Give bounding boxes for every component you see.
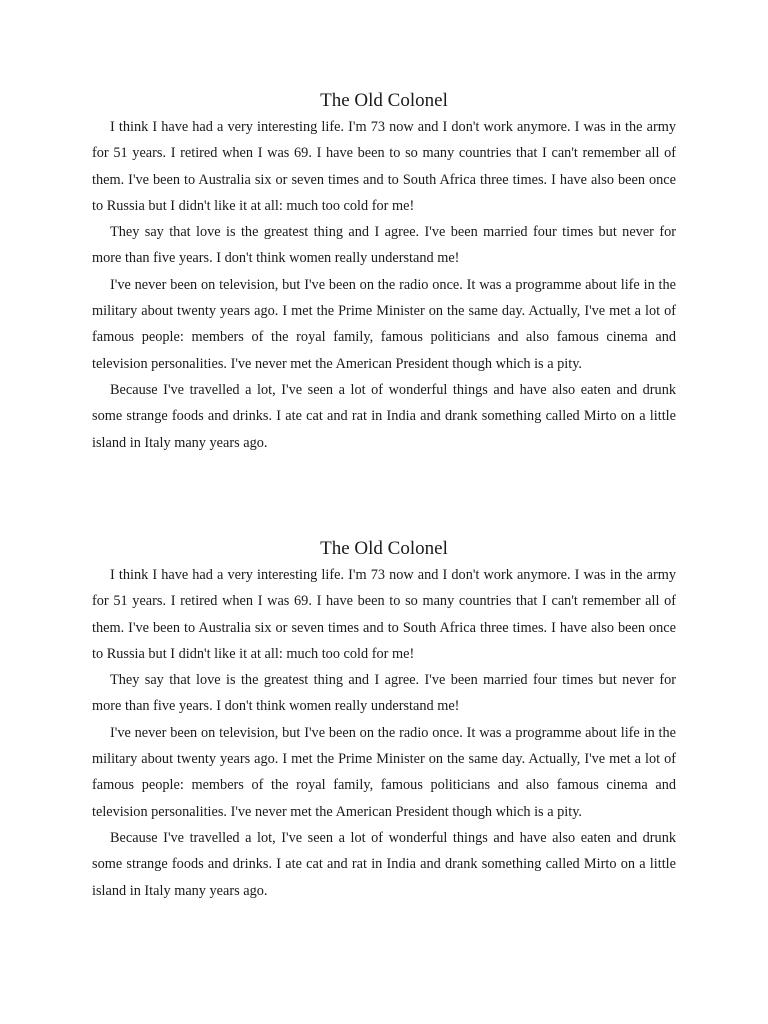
story-paragraph: I've never been on television, but I've been on the radio once. It was a programme about life in the military about twenty years ago. I met the Prime Minister on the same day. Actually, I've met a lot of famous people: members of the royal family, famous politicians and also famous cinema and television personalities. I've never met the American President though which is a pity. bbox=[92, 724, 676, 820]
story-body bbox=[92, 562, 676, 904]
story-body bbox=[92, 114, 676, 456]
story-title: The Old Colonel bbox=[320, 90, 448, 111]
story-section bbox=[92, 88, 676, 456]
story-paragraph: Because I've travelled a lot, I've seen a lot of wonderful things and have also eaten and drunk some strange foods and drinks. I ate cat and rat in India and drank something called Mirto on a little island in Italy many years ago. bbox=[92, 381, 676, 451]
story-paragraph: I think I have had a very interesting life. I'm 73 now and I don't work anymore. I was in the army for 51 years. I retired when I was 69. I have been to so many countries that I can't remember all of them. I've been to Australia six or seven times and to South Africa three times. I have also been once to Russia but I didn't like it at all: much too cold for me! bbox=[92, 567, 676, 662]
story-title: The Old Colonel bbox=[320, 538, 448, 559]
story-paragraph: They say that love is the greatest thing and I agree. I've been married four times but never for more than five years. I don't think women really understand me! bbox=[92, 224, 676, 267]
story-paragraph: I've never been on television, but I've been on the radio once. It was a programme about life in the military about twenty years ago. I met the Prime Minister on the same day. Actually, I've met a lot of famous people: members of the royal family, famous politicians and also famous cinema and television personalities. I've never met the American President though which is a pity. bbox=[92, 276, 676, 372]
story-paragraph: I think I have had a very interesting life. I'm 73 now and I don't work anymore. I was in the army for 51 years. I retired when I was 69. I have been to so many countries that I can't remember all of them. I've been to Australia six or seven times and to South Africa three times. I have also been once to Russia but I didn't like it at all: much too cold for me! bbox=[92, 119, 676, 214]
story-paragraph: They say that love is the greatest thing and I agree. I've been married four times but never for more than five years. I don't think women really understand me! bbox=[92, 672, 676, 715]
story-section bbox=[92, 536, 676, 904]
story-paragraph: Because I've travelled a lot, I've seen a lot of wonderful things and have also eaten and drunk some strange foods and drinks. I ate cat and rat in India and drank something called Mirto on a little island in Italy many years ago. bbox=[92, 829, 676, 899]
